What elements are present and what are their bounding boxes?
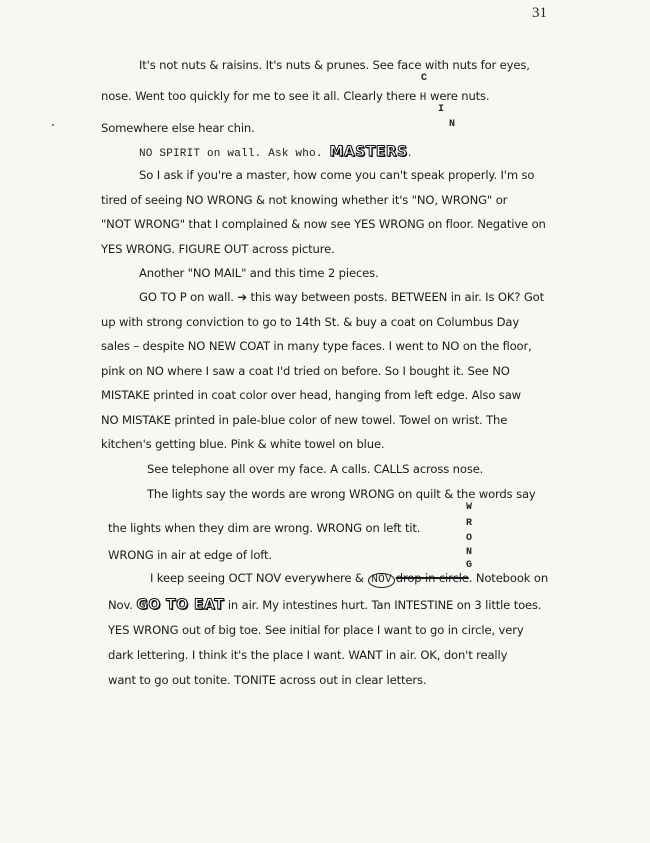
text-line: YES WRONG out of big toe. See initial for place I want to go in circle, very: [108, 623, 524, 637]
text-line: The lights say the words are wrong WRONG on quilt & the words say: [147, 487, 536, 501]
text-line: YES WRONG. FIGURE OUT across picture.: [101, 242, 335, 256]
vertical-letter: N: [449, 119, 456, 130]
text-line: Nov. GO TO EAT in air. My intestines hurt. Tan INTESTINE on 3 little toes.: [108, 597, 542, 613]
vertical-letter: O: [466, 533, 473, 544]
text-line: GO TO P on wall. ➔ this way between posts. BETWEEN in air. Is OK? Got: [139, 290, 545, 304]
text-line: dark lettering. I think it's the place I want. WANT in air. OK, don't really: [108, 648, 508, 662]
vertical-letter: I: [438, 104, 445, 115]
text-line: tired of seeing NO WRONG & not knowing whether it's "NO, WRONG" or: [101, 193, 508, 207]
text-line: Another "NO MAIL" and this time 2 pieces.: [139, 266, 379, 280]
go-to-eat-outline-text: GO TO EAT: [136, 597, 225, 613]
vertical-letter: W: [466, 502, 473, 513]
text-line: See telephone all over my face. A calls. CALLS across nose.: [147, 462, 484, 476]
text-line: NO SPIRIT on wall. Ask who. MASTERS.: [139, 144, 412, 160]
text-line: MISTAKE printed in coat color over head, hanging from left edge. Also saw: [101, 388, 521, 402]
circled-nov: NOV: [368, 573, 394, 588]
text-line: "NOT WRONG" that I complained & now see YES WRONG on floor. Negative on: [101, 217, 546, 231]
page-number: 31: [532, 5, 547, 21]
vertical-letter: G: [466, 560, 473, 571]
text-line: NO MISTAKE printed in pale-blue color of new towel. Towel on wrist. The: [101, 413, 508, 427]
text-line: So I ask if you're a master, how come you can't speak properly. I'm so: [139, 168, 535, 182]
vertical-letter: C: [421, 73, 428, 84]
text-line: up with strong conviction to go to 14th St. & buy a coat on Columbus Day: [101, 315, 520, 329]
text-line: Somewhere else hear chin.: [101, 121, 255, 135]
text-line: kitchen's getting blue. Pink & white towel on blue.: [101, 437, 385, 451]
margin-mark: [52, 124, 54, 126]
text-line: I keep seeing OCT NOV everywhere & NOV drop in circle. Notebook on: [150, 571, 549, 586]
text-line: want to go out tonite. TONITE across out in clear letters.: [108, 673, 427, 687]
text-line: It's not nuts & raisins. It's nuts & prunes. See face with nuts for eyes,: [139, 58, 530, 72]
text-line: WRONG in air at edge of loft.: [108, 548, 272, 562]
text-line: pink on NO where I saw a coat I'd tried on before. So I bought it. See NO: [101, 364, 510, 378]
text-line: sales – despite NO NEW COAT in many type faces. I went to NO on the floor,: [101, 339, 532, 353]
masters-outline-text: MASTERS: [329, 144, 408, 160]
text-line: the lights when they dim are wrong. WRONG on left tit.: [108, 521, 421, 535]
text-line: nose. Went too quickly for me to see it all. Clearly there H were nuts.: [101, 89, 490, 104]
vertical-letter: R: [466, 518, 473, 529]
struck-text: drop in circle: [395, 571, 469, 585]
vertical-letter: N: [466, 547, 473, 558]
